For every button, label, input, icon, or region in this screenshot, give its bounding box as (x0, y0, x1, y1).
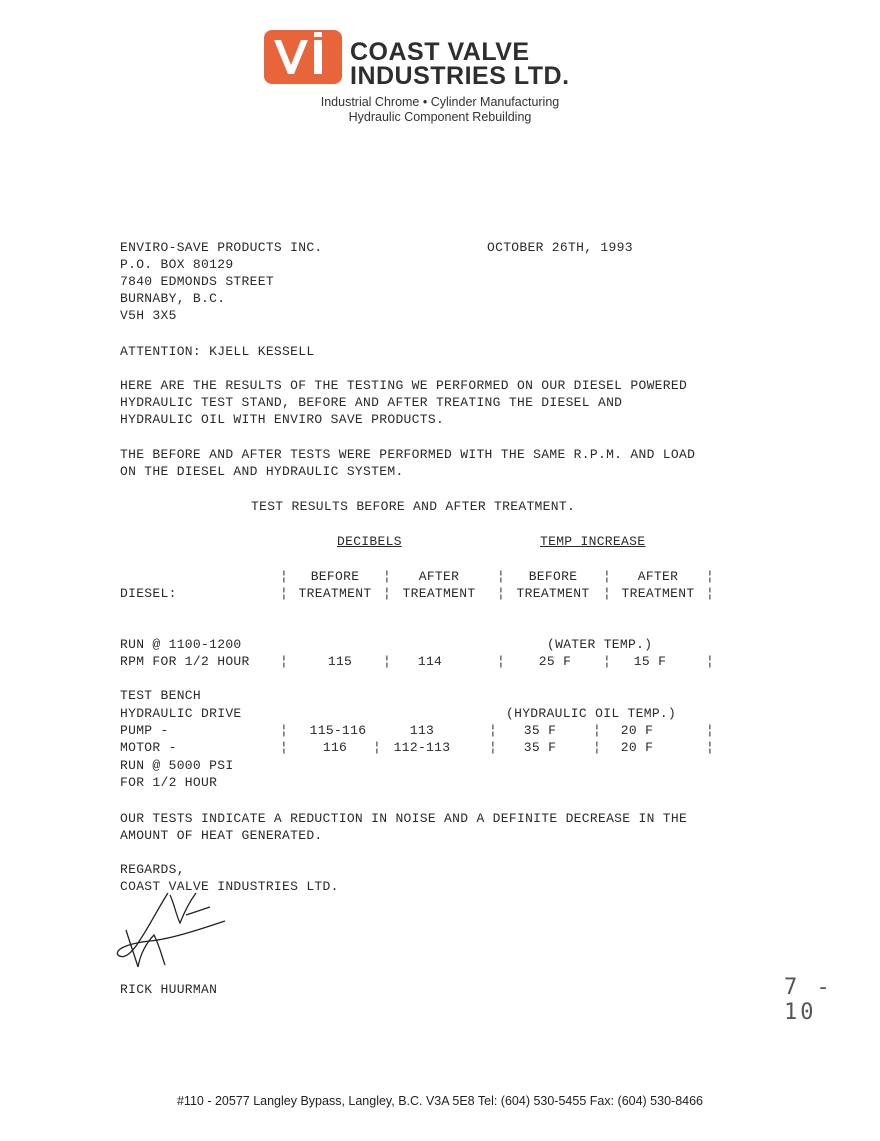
run-temp-after: 15 F (633, 654, 667, 669)
column-divider: ¦ (280, 569, 288, 584)
attention-line: ATTENTION: KJELL KESSELL (120, 344, 315, 359)
column-divider: ¦ (280, 740, 288, 755)
pump-db-before: 115-116 (309, 723, 367, 738)
company-logo (264, 30, 342, 84)
footer-address: #110 - 20577 Langley Bypass, Langley, B.C. V3A 5E8 Tel: (604) 530-5455 Fax: (604) 530-8466 (176, 1094, 704, 1108)
column-divider: ¦ (497, 586, 505, 601)
conclusion-line: OUR TESTS INDICATE A REDUCTION IN NOISE AND A DEFINITE DECREASE IN THE (120, 811, 688, 826)
recipient-line: V5H 3X5 (120, 308, 177, 323)
pump-temp-before: 35 F (523, 723, 557, 738)
paragraph-line: HYDRAULIC OIL WITH ENVIRO SAVE PRODUCTS. (120, 412, 445, 427)
motor-db-before: 116 (322, 740, 348, 755)
letter-date: OCTOBER 26TH, 1993 (487, 240, 633, 255)
paragraph-line: HERE ARE THE RESULTS OF THE TESTING WE PERFORMED ON OUR DIESEL POWERED (120, 378, 688, 393)
motor-db-after: 112-113 (393, 740, 451, 755)
column-divider: ¦ (383, 586, 391, 601)
run-temp-before: 25 F (538, 654, 572, 669)
closing-company: COAST VALVE INDUSTRIES LTD. (120, 879, 339, 894)
column-divider: ¦ (593, 740, 601, 755)
conclusion-line: AMOUNT OF HEAT GENERATED. (120, 828, 323, 843)
signer-name: RICK HUURMAN (120, 982, 218, 997)
temp-increase-header: TEMP INCREASE (540, 534, 646, 549)
motor-temp-before: 35 F (523, 740, 557, 755)
run-db-before: 115 (327, 654, 353, 669)
diesel-label: DIESEL: (120, 586, 177, 601)
column-divider: ¦ (603, 654, 611, 669)
company-name-line2: INDUSTRIES LTD. (350, 62, 570, 90)
col-after-treatment: TREATMENT (402, 586, 476, 601)
run-db-after: 114 (417, 654, 443, 669)
logo-mark-icon (264, 30, 342, 84)
recipient-line: 7840 EDMONDS STREET (120, 274, 274, 289)
bench-label: TEST BENCH (120, 688, 202, 703)
run-label: RUN @ 1100-1200 (120, 637, 242, 652)
col-after: AFTER (637, 569, 679, 584)
paragraph-line: THE BEFORE AND AFTER TESTS WERE PERFORMED WITH THE SAME R.P.M. AND LOAD (120, 447, 696, 462)
column-divider: ¦ (373, 740, 381, 755)
oil-temp-note: (HYDRAULIC OIL TEMP.) (506, 706, 677, 721)
water-temp-note: (WATER TEMP.) (547, 637, 653, 652)
motor-label: MOTOR - (120, 740, 177, 755)
column-divider: ¦ (383, 569, 391, 584)
recipient-line: ENVIRO-SAVE PRODUCTS INC. (120, 240, 323, 255)
recipient-line: BURNABY, B.C. (120, 291, 226, 306)
bench-label: FOR 1/2 HOUR (120, 775, 218, 790)
pump-temp-after: 20 F (620, 723, 654, 738)
column-divider: ¦ (706, 586, 714, 601)
column-divider: ¦ (603, 586, 611, 601)
signature-icon (110, 885, 240, 980)
column-divider: ¦ (280, 723, 288, 738)
col-after-treatment: TREATMENT (621, 586, 695, 601)
col-before-treatment: TREATMENT (516, 586, 590, 601)
col-before: BEFORE (528, 569, 578, 584)
pump-db-after: 113 (409, 723, 435, 738)
page-number: 7 - 10 (784, 975, 833, 1025)
column-divider: ¦ (706, 654, 714, 669)
column-divider: ¦ (706, 723, 714, 738)
results-title: TEST RESULTS BEFORE AND AFTER TREATMENT. (251, 499, 576, 514)
bench-label: RUN @ 5000 PSI (120, 758, 234, 773)
column-divider: ¦ (489, 740, 497, 755)
recipient-line: P.O. BOX 80129 (120, 257, 234, 272)
col-after: AFTER (418, 569, 460, 584)
column-divider: ¦ (497, 654, 505, 669)
col-before: BEFORE (310, 569, 360, 584)
column-divider: ¦ (706, 569, 714, 584)
company-name-line1: COAST VALVE (350, 38, 530, 66)
run-label: RPM FOR 1/2 HOUR (120, 654, 250, 669)
column-divider: ¦ (383, 654, 391, 669)
column-divider: ¦ (603, 569, 611, 584)
tagline-2: Hydraulic Component Rebuilding (348, 110, 532, 124)
paragraph-line: HYDRAULIC TEST STAND, BEFORE AND AFTER TREATING THE DIESEL AND (120, 395, 623, 410)
column-divider: ¦ (280, 654, 288, 669)
column-divider: ¦ (706, 740, 714, 755)
paragraph-line: ON THE DIESEL AND HYDRAULIC SYSTEM. (120, 464, 404, 479)
motor-temp-after: 20 F (620, 740, 654, 755)
regards-line: REGARDS, (120, 862, 185, 877)
bench-label: HYDRAULIC DRIVE (120, 706, 242, 721)
col-before-treatment: TREATMENT (298, 586, 372, 601)
column-divider: ¦ (497, 569, 505, 584)
pump-label: PUMP - (120, 723, 169, 738)
decibels-header: DECIBELS (337, 534, 402, 549)
column-divider: ¦ (593, 723, 601, 738)
column-divider: ¦ (489, 723, 497, 738)
tagline-1: Industrial Chrome • Cylinder Manufacturing (320, 95, 560, 109)
column-divider: ¦ (280, 586, 288, 601)
